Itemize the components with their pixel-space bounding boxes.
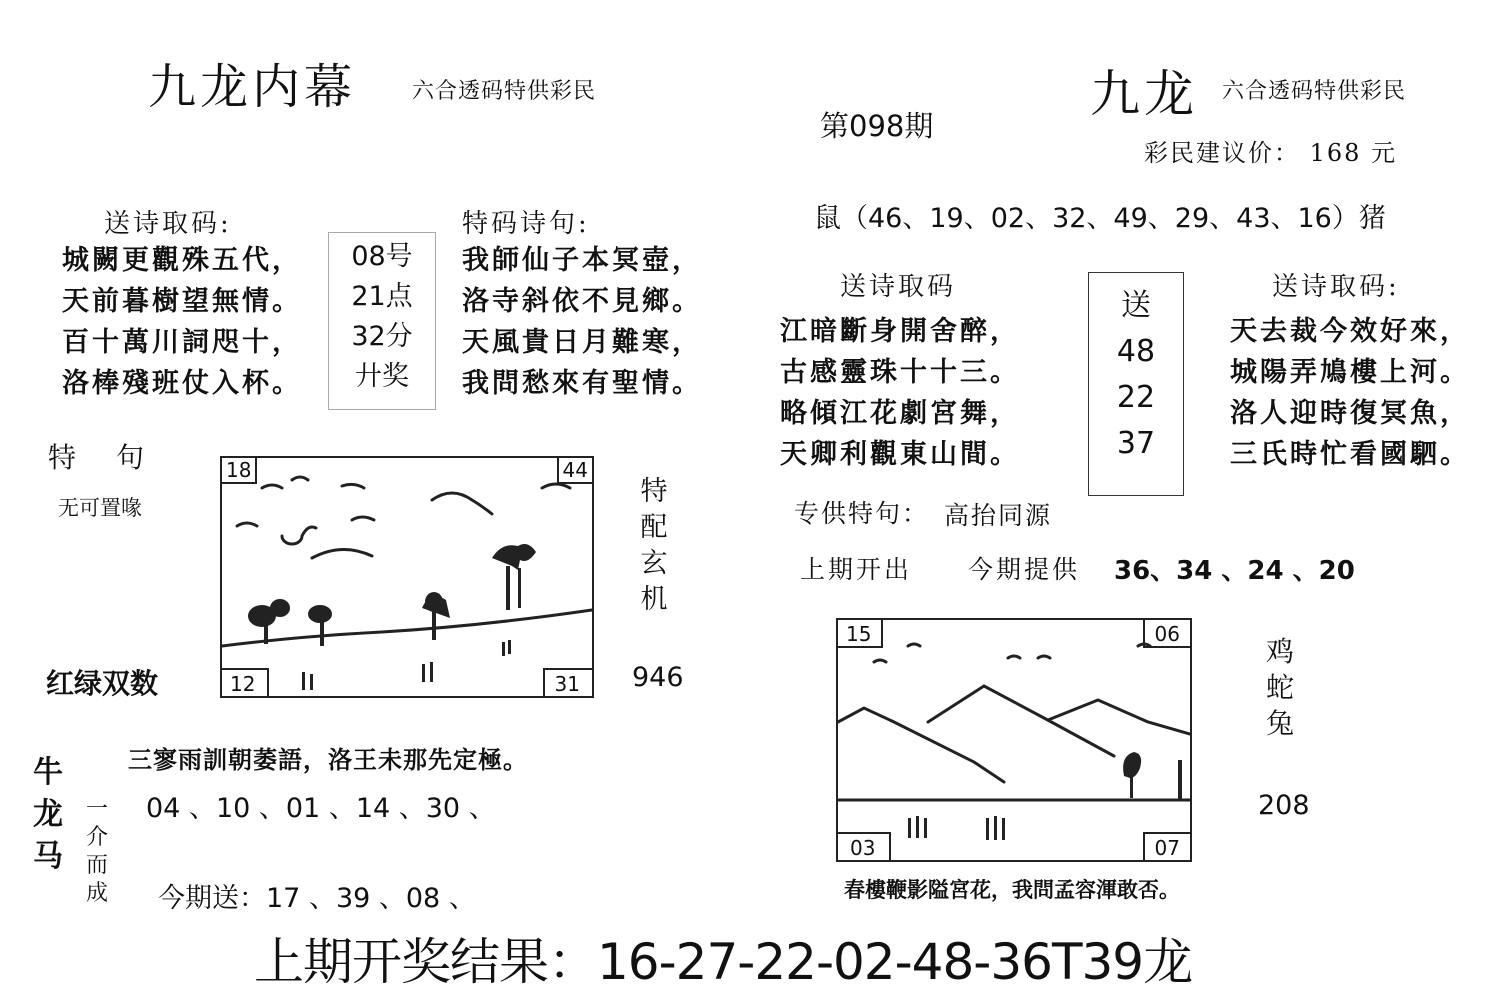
- poem-line: 天前暮樹望無情。: [62, 286, 302, 317]
- last-label: 上期开出: [800, 555, 913, 584]
- corner-number: 06: [1143, 620, 1190, 648]
- corner-number: 15: [838, 620, 883, 648]
- special-text: 高抬同源: [944, 501, 1053, 530]
- poem-line: 我問愁來有聖情。: [462, 368, 702, 399]
- zodiac-number-line: 鼠（46、19、02、32、49、29、43、16）猪: [814, 203, 1386, 234]
- landscape-drawing: [222, 458, 592, 696]
- poem-line: 洛人迎時復冥魚，: [1230, 398, 1470, 429]
- poem-line: 洛寺斜依不見鄉。: [462, 286, 702, 317]
- poem-line: 城闕更觀殊五代，: [62, 245, 302, 276]
- provide-numbers: 36、34 、24 、20: [1114, 556, 1355, 586]
- picture-caption: 春樓鞭影隘宮花，我問孟容渾敢否。: [844, 877, 1180, 902]
- corner-number: 12: [222, 668, 269, 696]
- poem-line: 天風貴日月難寒，: [462, 327, 702, 358]
- right-title: 九龙: [1090, 65, 1198, 123]
- hint-item: 32分: [351, 321, 413, 352]
- small-vertical: [82, 796, 112, 908]
- left-side-vertical: [636, 474, 672, 618]
- send-box: [1088, 272, 1184, 496]
- zodiac-char: 龙: [33, 797, 63, 832]
- left-poem: [62, 240, 302, 404]
- right-landscape-illustration: [836, 618, 1192, 862]
- corner-number: 03: [838, 832, 891, 860]
- vertical-char: 而: [85, 853, 108, 878]
- poem-line: 洛棒殘班仗入杯。: [62, 368, 302, 399]
- right-poem-left: [780, 311, 1020, 475]
- vertical-char: 介: [85, 825, 108, 850]
- corner-number: 31: [543, 668, 592, 696]
- hint-item: 廾奖: [355, 361, 409, 392]
- right-poem-header-right: 送诗取码:: [1272, 272, 1400, 302]
- poem-line: 略傾江花劇宮舞，: [780, 398, 1020, 429]
- vertical-char: 兔: [1265, 707, 1294, 740]
- zodiac-vertical: [28, 752, 68, 878]
- right-side-vertical: [1262, 634, 1298, 742]
- poem-line: 江暗斷身開舍醉，: [780, 316, 1020, 347]
- poem-line: 百十萬川詞咫十，: [62, 327, 302, 358]
- phrase-label: 特 句: [48, 441, 151, 474]
- vertical-char: 玄: [640, 548, 668, 579]
- left-poem-header: 送诗取码:: [104, 209, 232, 239]
- vertical-char: 一: [85, 797, 108, 822]
- vertical-char: 特: [640, 476, 668, 507]
- right-poem-right: [1230, 311, 1470, 475]
- vertical-char: 蛇: [1265, 671, 1294, 704]
- mountain-drawing: [838, 620, 1190, 860]
- left-title: 九龙内幕: [148, 59, 357, 115]
- hint-item: 21点: [351, 281, 413, 312]
- poem-line: 城陽弄鳩樓上河。: [1230, 357, 1470, 388]
- red-green-label: 红绿双数: [46, 667, 159, 700]
- special-header: 特码诗句:: [462, 209, 590, 239]
- right-subtitle: 六合透码特供彩民: [1222, 79, 1407, 104]
- send-line: 今期送：17 、39 、08 、: [158, 883, 476, 914]
- provide-label: 今期提供: [968, 555, 1081, 584]
- issue-number: 第098期: [820, 109, 934, 143]
- vertical-char: 机: [640, 584, 668, 615]
- send-item: 22: [1116, 380, 1156, 415]
- zodiac-char: 牛: [33, 755, 63, 790]
- left-side-number: 946: [632, 662, 684, 693]
- price-line: 彩民建议价： 168 元: [1144, 139, 1398, 167]
- send-item: 37: [1116, 426, 1156, 461]
- left-subtitle: 六合透码特供彩民: [412, 79, 597, 104]
- poem-line: 我師仙子本冥壺，: [462, 245, 702, 276]
- left-verse: 三寥雨訓朝萎語，洛王未那先定極。: [128, 745, 528, 774]
- right-poem-header-left: 送诗取码: [840, 272, 957, 302]
- poem-line: 天卿利觀東山間。: [780, 439, 1020, 470]
- left-landscape-illustration: [220, 456, 594, 698]
- corner-number: 18: [222, 458, 257, 484]
- poem-line: 三氏時忙看國駟。: [1230, 439, 1470, 470]
- hint-box: [328, 232, 436, 410]
- special-label: 专供特句：: [794, 499, 930, 528]
- send-item: 48: [1116, 334, 1156, 369]
- last-result-banner: 上期开奖结果：16-27-22-02-48-36T39龙: [254, 933, 1193, 991]
- vertical-char: 成: [85, 881, 108, 906]
- corner-number: 07: [1143, 832, 1190, 860]
- vertical-char: 配: [640, 512, 668, 543]
- special-poem: [462, 240, 702, 404]
- send-item: 送: [1121, 288, 1151, 323]
- vertical-char: 鸡: [1265, 635, 1294, 668]
- poem-line: 古感靈珠十十三。: [780, 357, 1020, 388]
- poem-line: 天去裁今效好來，: [1230, 316, 1470, 347]
- phrase-text: 无可置喙: [58, 496, 142, 520]
- zodiac-char: 马: [33, 839, 63, 874]
- corner-number: 44: [557, 458, 592, 484]
- numbers-line: 04 、10 、01 、14 、30 、: [146, 793, 496, 824]
- hint-item: 08号: [351, 241, 413, 272]
- right-side-number: 208: [1258, 790, 1310, 821]
